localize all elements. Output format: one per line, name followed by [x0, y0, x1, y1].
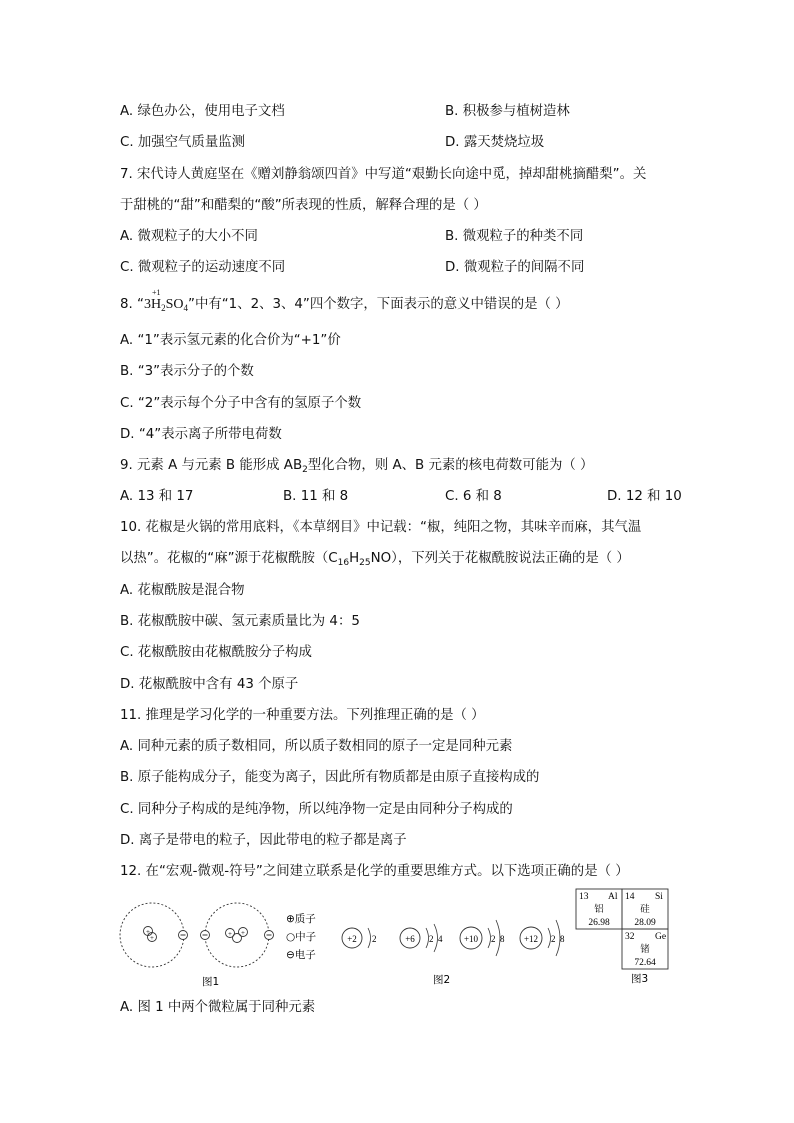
q6-option-c: C. 加强空气质量监测	[120, 135, 245, 150]
fig2-nucleus-3: +10	[463, 934, 479, 944]
formula-hydrogen-subscript: 2	[161, 303, 166, 313]
fig3-caption: 图3	[631, 973, 649, 985]
q11-option-d: D. 离子是带电的粒子，因此带电的粒子都是离子	[120, 833, 407, 848]
q12-stem: 12. 在“宏观-微观-符号”之间建立联系是化学的重要思维方式。以下选项正确的是（ ）	[120, 864, 629, 879]
fig3-ge-name: 锗	[640, 944, 650, 955]
q6-option-d: D. 露天焚烧垃圾	[445, 135, 545, 150]
fig2-nucleus-4: +12	[523, 934, 539, 944]
q10-option-b: B. 花椒酰胺中碳、氢元素质量比为 4：5	[120, 614, 360, 629]
fig1-legend-neutron: ○中子	[286, 931, 317, 943]
fig2-atom-mg	[520, 920, 565, 956]
q9-stem-part2: 型化合物，则 A、B 元素的核电荷数可能为（ ）	[307, 458, 594, 473]
q9-option-c: C. 6 和 8	[445, 489, 502, 504]
fig3-al-mass: 26.98	[588, 918, 610, 928]
fig3-ge-number: 32	[625, 932, 635, 942]
q7-option-a: A. 微观粒子的大小不同	[120, 229, 258, 244]
fig3-al-number: 13	[579, 892, 589, 902]
q9-option-b: B. 11 和 8	[283, 489, 349, 504]
q10-option-d: D. 花椒酰胺中含有 43 个原子	[120, 677, 299, 692]
fig3-al-name: 铝	[594, 904, 604, 915]
q10-carbon-subscript: 16	[337, 558, 350, 568]
q7-option-c: C. 微观粒子的运动速度不同	[120, 260, 286, 275]
q11-option-b: B. 原子能构成分子，能变为离子，因此所有物质都是由原子直接构成的	[120, 770, 540, 785]
q9-stem-part1: 9. 元素 A 与元素 B 能形成 AB	[120, 458, 303, 473]
q10-hydrogen-subscript: 25	[359, 558, 371, 568]
q10-stem-part1: 以热”。花椒的“麻”源于花椒酰胺（C	[120, 551, 338, 566]
formula-coefficient: 3	[143, 297, 151, 312]
svg-text:+: +	[150, 934, 154, 942]
fig1-atom-right	[201, 903, 274, 967]
fig1-legend-proton: ⊕质子	[286, 913, 316, 925]
fig3-al-symbol: Al	[608, 892, 618, 902]
q10-option-c: C. 花椒酰胺由花椒酰胺分子构成	[120, 645, 312, 660]
q7-option-d: D. 微观粒子的间隔不同	[445, 260, 585, 275]
q6-option-b: B. 积极参与植树造林	[445, 104, 570, 119]
fig2-atom-c	[400, 924, 443, 952]
q12-figures	[110, 885, 690, 990]
fig1-atom-left	[120, 903, 188, 967]
svg-text:+: +	[241, 929, 245, 937]
q7-stem-line2: 于甜桃的“甜”和醋梨的“酸”所表现的性质，解释合理的是（ ）	[120, 198, 487, 213]
q9-option-a: A. 13 和 17	[120, 489, 194, 504]
q11-stem: 11. 推理是学习化学的一种重要方法。下列推理正确的是（ ）	[120, 708, 485, 723]
q7-stem-line1: 7. 宋代诗人黄庭坚在《赠刘静翁颂四首》中写道“艰勤长向途中觅，掉却甜桃摘醋梨”。关	[120, 167, 647, 182]
q8-stem	[120, 288, 569, 317]
q10-stem-part2: NO），下列关于花椒酰胺说法正确的是（ ）	[370, 551, 630, 566]
fig3-si-mass: 28.09	[634, 918, 656, 928]
fig2-shell-1-1: 2	[372, 934, 377, 944]
q11-option-a: A. 同种元素的质子数相同，所以质子数相同的原子一定是同种元素	[120, 739, 513, 754]
fig2-shell-2-1: 2	[429, 934, 434, 944]
fig2-atom-he	[342, 928, 377, 948]
q8-formula	[143, 288, 189, 313]
fig2-shell-3-2: 8	[500, 934, 505, 944]
fig3-si-symbol: Si	[655, 892, 663, 902]
q8-suffix: ”中有“1、2、3、4”四个数字，下面表示的意义中错误的是（ ）	[188, 297, 569, 312]
q8-option-a: A. “1”表示氢元素的化合价为“+1”价	[120, 333, 341, 348]
q9-stem-subscript: 2	[302, 465, 308, 475]
fig2-shell-4-2: 8	[560, 934, 565, 944]
fig3-ge-mass: 72.64	[634, 958, 656, 968]
q8-option-b: B. “3”表示分子的个数	[120, 364, 254, 379]
svg-text:+: +	[228, 930, 232, 938]
formula-hydrogen: H	[150, 297, 162, 312]
q10-option-a: A. 花椒酰胺是混合物	[120, 583, 245, 598]
fig2-nucleus-1: +2	[347, 934, 357, 944]
fig3-cell-al	[576, 889, 622, 929]
formula-valence: +1	[151, 288, 161, 297]
fig1-legend-electron: ⊖电子	[286, 949, 316, 961]
fig2-nucleus-2: +6	[405, 934, 415, 944]
fig2-shell-2-2: 4	[438, 934, 443, 944]
fig1-caption: 图1	[202, 976, 220, 988]
q12-option-a: A. 图 1 中两个微粒属于同种元素	[120, 1000, 316, 1015]
fig2-atom-ne	[460, 920, 505, 956]
svg-text:+: +	[146, 928, 150, 936]
q9-option-d: D. 12 和 10	[607, 489, 682, 504]
fig3-ge-symbol: Ge	[655, 932, 667, 942]
q8-option-c: C. “2”表示每个分子中含有的氢原子个数	[120, 396, 362, 411]
fig3-cell-si	[622, 889, 668, 929]
q10-stem-line1: 10. 花椒是火锅的常用底料，《本草纲目》中记载：“椒，纯阳之物，其味辛而麻，其气温	[120, 520, 642, 535]
q11-option-c: C. 同种分子构成的是纯净物，所以纯净物一定是由同种分子构成的	[120, 802, 513, 817]
formula-sulfate-subscript: 4	[183, 303, 189, 313]
q8-prefix: 8. “	[120, 297, 144, 312]
q7-option-b: B. 微观粒子的种类不同	[445, 229, 584, 244]
fig3-si-name: 硅	[640, 904, 650, 915]
fig2-shell-3-1: 2	[491, 934, 496, 944]
q10-stem-line2	[120, 550, 630, 572]
q6-option-a: A. 绿色办公，使用电子文档	[120, 104, 285, 119]
q10-hydrogen: H	[349, 551, 360, 566]
fig3-cell-ge	[622, 929, 668, 969]
q9-stem	[120, 457, 593, 479]
fig2-shell-4-1: 2	[551, 934, 556, 944]
formula-sulfate: SO	[165, 297, 184, 312]
fig3-si-number: 14	[625, 892, 635, 902]
fig2-caption: 图2	[433, 974, 451, 986]
q8-option-d: D. “4”表示离子所带电荷数	[120, 427, 282, 442]
